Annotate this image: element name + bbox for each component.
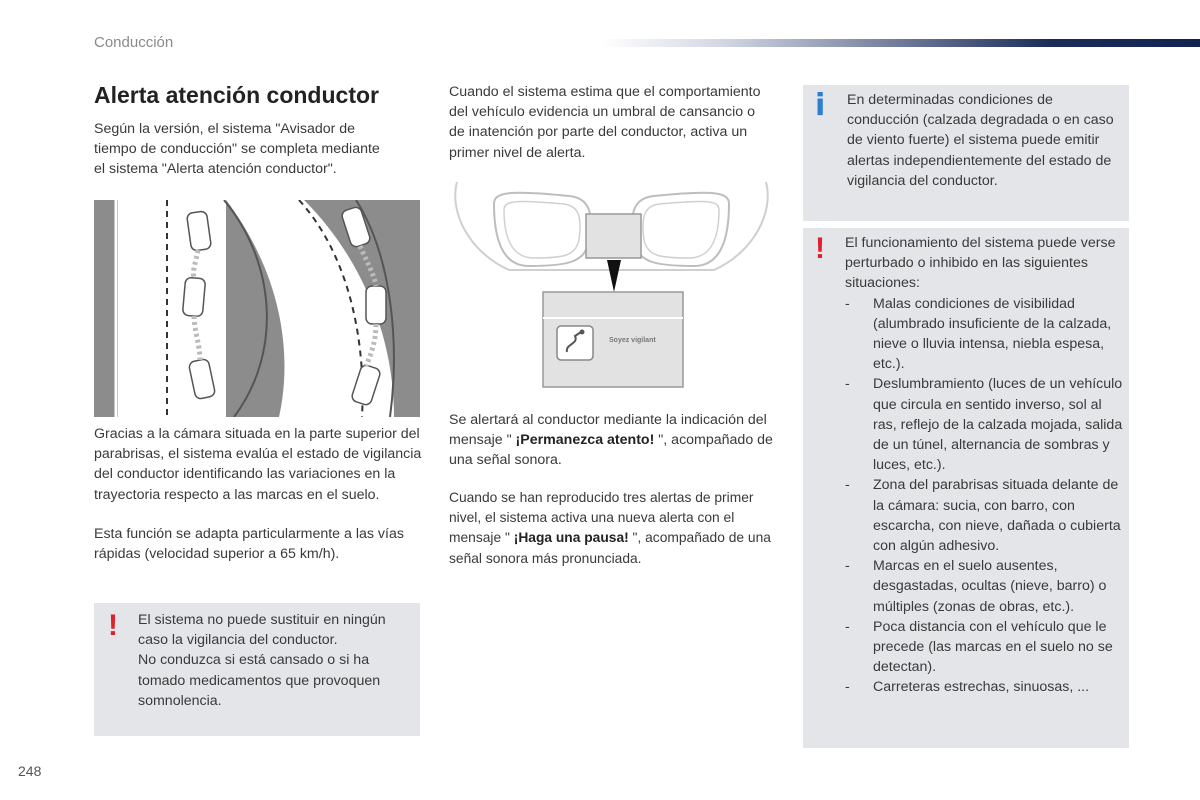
bullet-dash: - — [845, 477, 850, 494]
lane-trajectory-illustration — [94, 200, 420, 417]
list-item-text: Malas condiciones de visibilidad (alumbrado insuficiente de la calzada, nieve o lluvia intensa, niebla espesa, etc.). — [873, 295, 1112, 373]
info-box-conditions — [803, 85, 1129, 221]
display-message-label: Soyez vigilant — [609, 337, 656, 344]
message2-text-after: ", acompañado de una señal sonora más pronunciada. — [449, 530, 771, 566]
section-header: Conducción — [94, 34, 174, 51]
list-item-text: Marcas en el suelo ausentes, desgastadas, ocultas (nieve, barro) o múltiples (zonas de obras, etc.). — [873, 558, 1107, 615]
bullet-dash: - — [845, 679, 850, 696]
warning-line-2: No conduzca si está cansado o si ha tomado medicamentos que provoquen somnolencia. — [138, 652, 381, 709]
warning-text — [138, 610, 410, 711]
list-item — [845, 677, 1127, 697]
bullet-dash: - — [845, 376, 850, 393]
instrument-panel-illustration — [449, 182, 774, 390]
message2-text-before: Cuando se han reproducido tres alertas de primer nivel, el sistema activa una nueva alerta con el mensaje " — [449, 490, 754, 546]
message1-text-before: Se alertará al conductor mediante la indicación del mensaje " — [449, 412, 767, 449]
warning-line-1: El sistema no puede sustituir en ningún caso la vigilancia del conductor. — [138, 612, 386, 649]
message2-paragraph — [449, 488, 779, 569]
warning-icon: ! — [108, 609, 118, 642]
bullet-dash: - — [845, 618, 850, 635]
list-item-text: Poca distancia con el vehículo que le precede (las marcas en el suelo no se detectan). — [873, 618, 1113, 676]
message1-paragraph — [449, 410, 779, 471]
lane-trajectory-svg — [94, 200, 420, 417]
list-item — [845, 294, 1127, 375]
limitations-list — [845, 294, 1127, 698]
page-title: Alerta atención conductor — [94, 82, 379, 108]
header-gradient-bar — [600, 39, 1200, 47]
bullet-dash: - — [845, 558, 850, 575]
warning-box-limitations — [803, 228, 1129, 748]
warning-icon: ! — [815, 232, 825, 265]
message1-bold: ¡Permanezca atento! — [515, 432, 655, 449]
first-alert-paragraph: Cuando el sistema estima que el comportamiento del vehículo evidencia un umbral de cansancio o de inatención por parte del conductor, activa un primer nivel de alerta. — [449, 84, 761, 161]
info-text: En determinadas condiciones de conducción (calzada degradada o en caso de viento fuerte) el sistema puede emitir alertas independientemente del estado de vigilancia del conductor. — [847, 92, 1114, 189]
list-item — [845, 374, 1127, 475]
limitations-intro: El funcionamiento del sistema puede verse perturbado o inhibido en las siguientes situaciones: — [845, 235, 1116, 292]
warning-box-supervision — [94, 603, 420, 736]
instrument-panel-svg — [449, 182, 774, 390]
list-item-text: Deslumbramiento (luces de un vehículo que circula en sentido inverso, sol al ras, reflejo de la calzada mojada, salida de un túnel, alternancia de sombras y luces, etc.). — [873, 376, 1123, 474]
list-item — [845, 556, 1127, 617]
page-number: 248 — [18, 763, 42, 779]
list-item-text: Zona del parabrisas situada delante de la cámara: sucia, con barro, con escarcha, con nieve, dañada o cubierta con algún adhesivo. — [873, 477, 1121, 555]
message2-bold: ¡Haga una pausa! — [513, 530, 629, 546]
bullet-dash: - — [845, 295, 850, 312]
camera-paragraph: Gracias a la cámara situada en la parte superior del parabrisas, el sistema evalúa el estado de vigilancia del conductor identificando las variaciones en la trayectoria respecto a las marcas en el suelo. — [94, 426, 422, 503]
fast-roads-paragraph: Esta función se adapta particularmente a las vías rápidas (velocidad superior a 65 km/h). — [94, 526, 404, 563]
intro-paragraph: Según la versión, el sistema "Avisador de tiempo de conducción" se completa mediante el sistema "Alerta atención conductor". — [94, 121, 380, 178]
message1-text-after: ", acompañado de una señal sonora. — [449, 432, 773, 469]
list-item-text: Carreteras estrechas, sinuosas, ... — [873, 679, 1090, 696]
list-item — [845, 475, 1127, 556]
list-item — [845, 617, 1127, 678]
info-icon: i — [815, 88, 826, 123]
limitations-content — [845, 233, 1127, 698]
